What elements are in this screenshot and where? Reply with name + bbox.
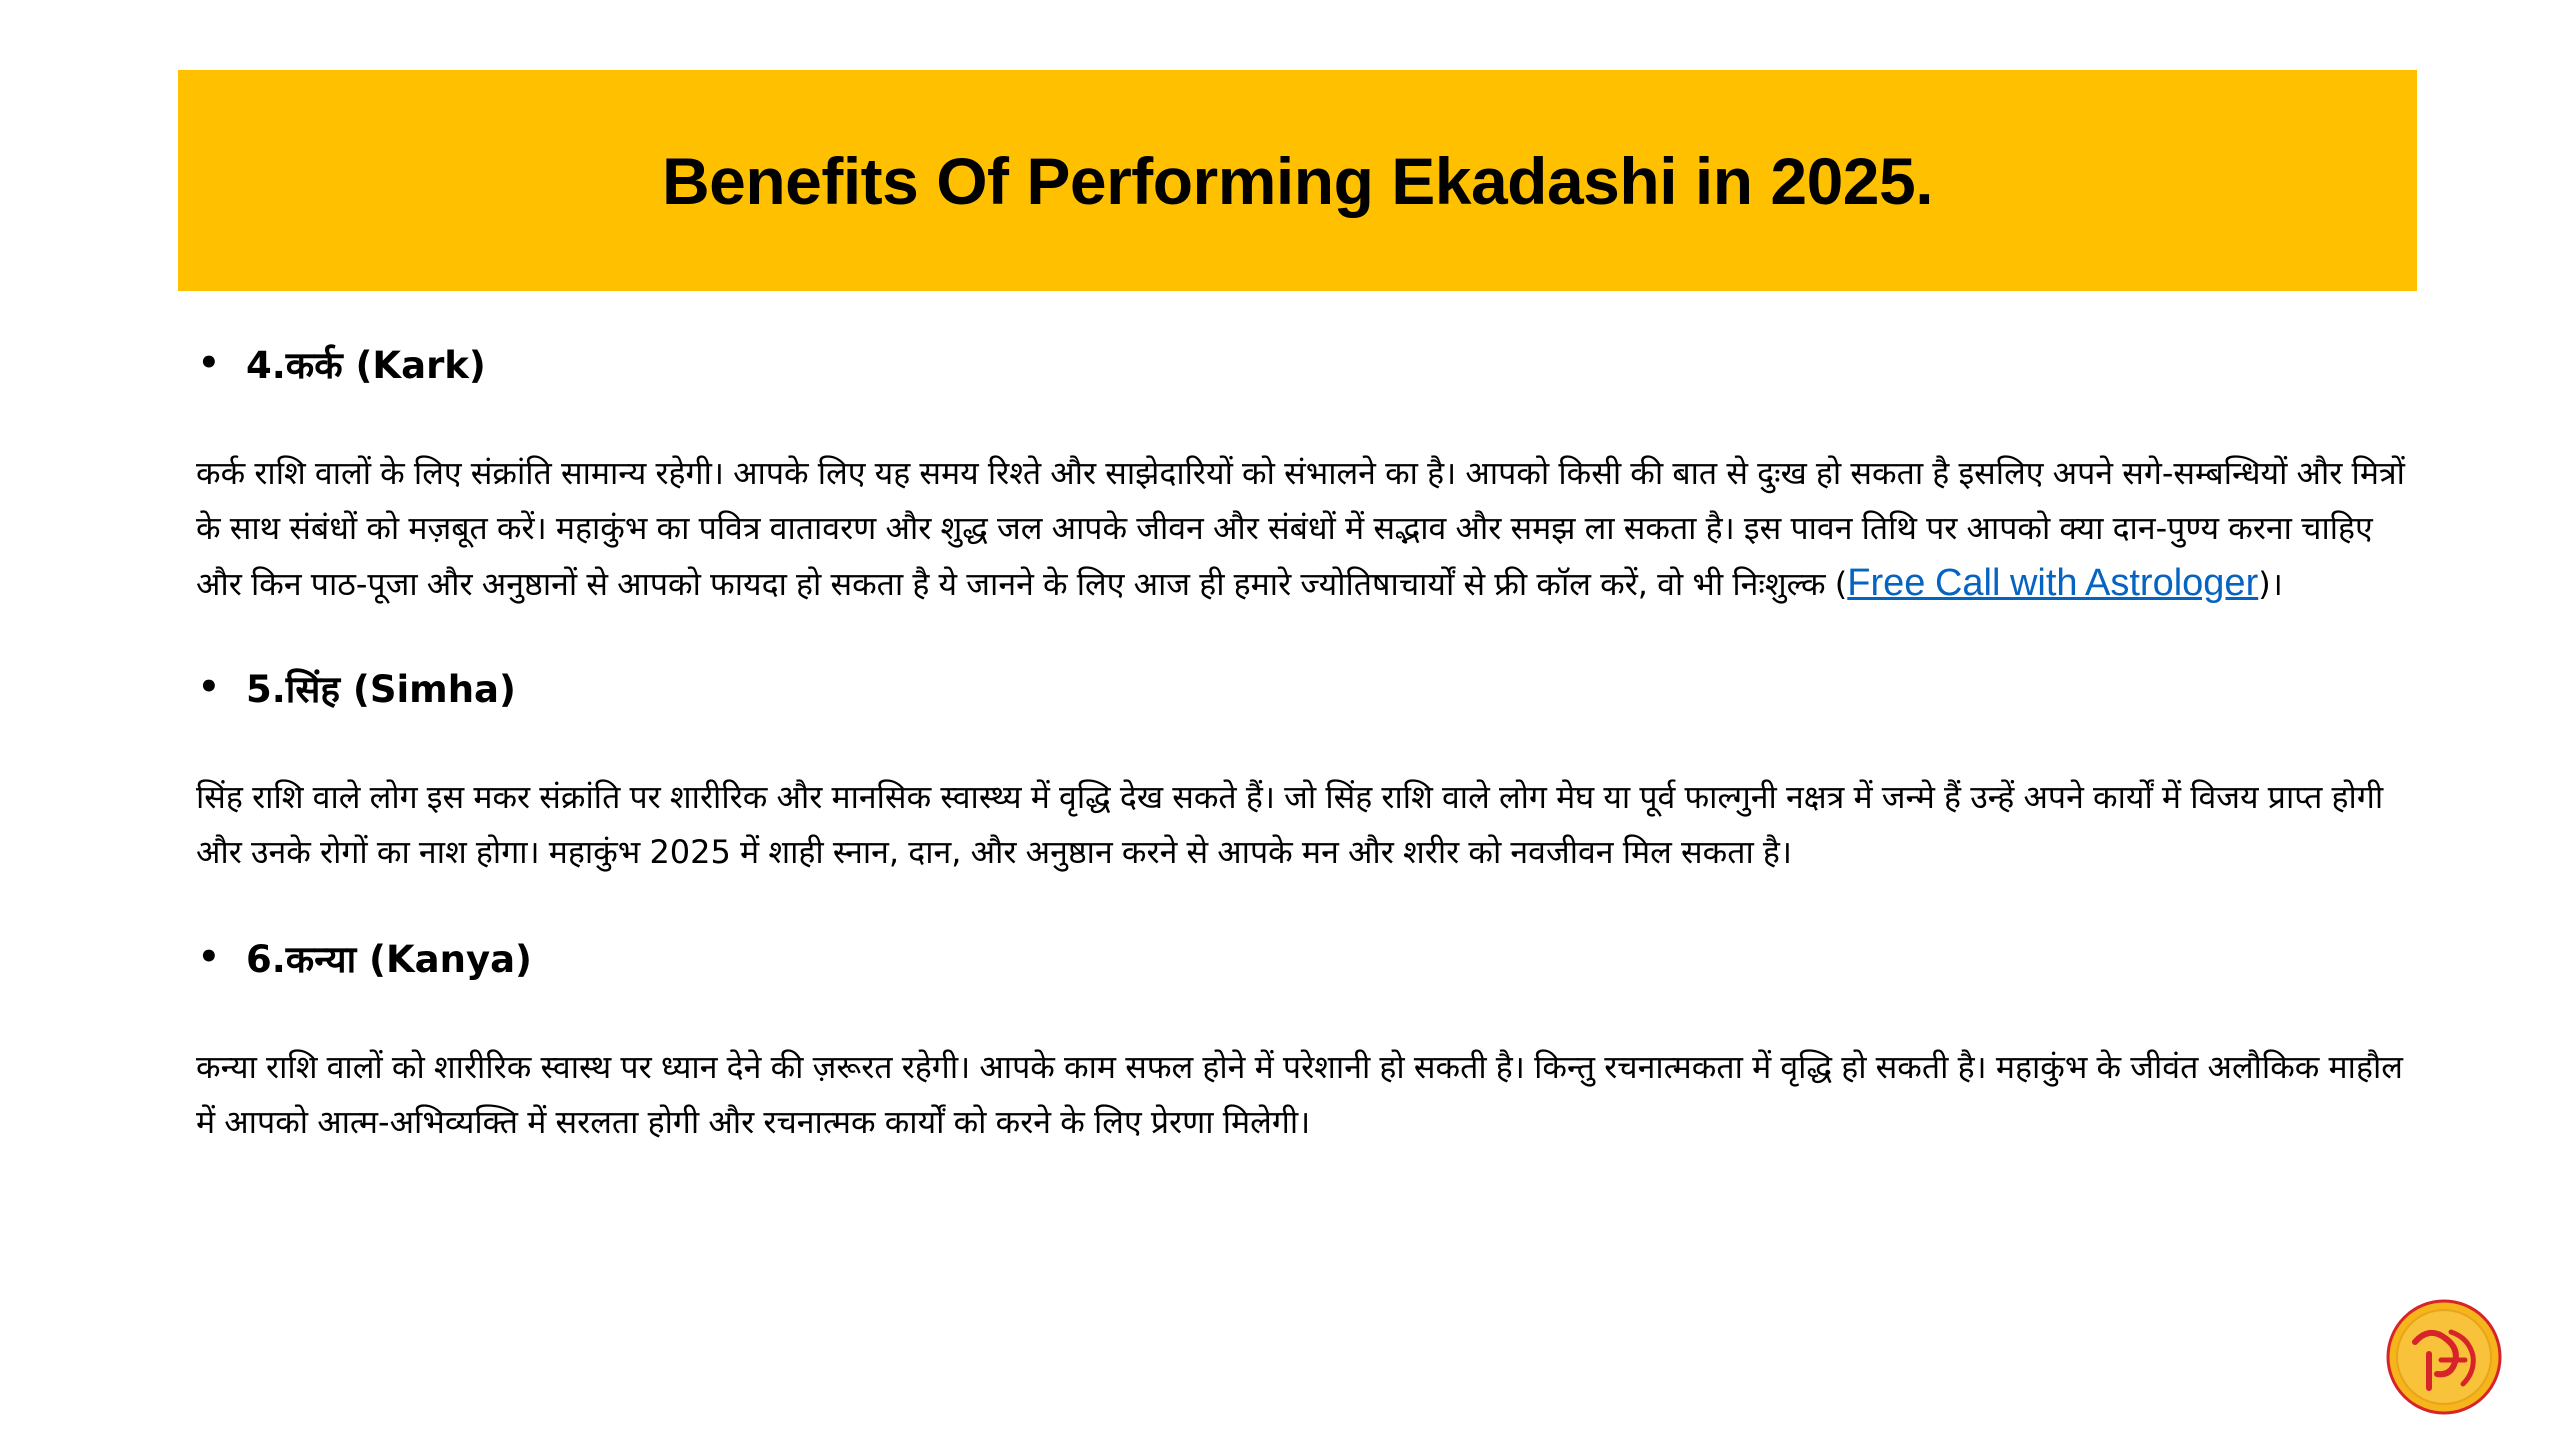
section-heading-text: 5.सिंह (Simha) [246, 667, 516, 711]
bullet-icon: • [198, 667, 220, 707]
paragraph-text-end: )। [2258, 565, 2283, 603]
section-heading-kark [196, 328, 2410, 398]
section-heading-text: 6.कन्या (Kanya) [246, 937, 532, 981]
bullet-icon: • [198, 937, 220, 977]
page-title: Benefits Of Performing Ekadashi in 2025. [661, 143, 1934, 218]
content-body [196, 328, 2410, 1150]
brand-logo-svg [2385, 1298, 2503, 1416]
section-paragraph-simha: सिंह राशि वाले लोग इस मकर संक्रांति पर शारीरिक और मानसिक स्वास्थ्य में वृद्धि देख सकते हैं। जो सिंह राशि वाले लोग मेघ या पूर्व फाल्गुनी नक्षत्र में जन्मे हैं उन्हें अपने कार्यों में विजय प्राप्त होगी और उनके रोगों का नाश होगा। महाकुंभ 2025 में शाही स्नान, दान, और अनुष्ठान करने से आपके मन और शरीर को नवजीवन मिल सकता है। [196, 778, 2384, 871]
title-banner [178, 70, 2417, 291]
section-heading-kanya [196, 922, 2410, 992]
brand-logo-icon [2385, 1298, 2503, 1416]
section-paragraph-kark [196, 446, 2410, 612]
bullet-icon: • [198, 343, 220, 383]
section-paragraph-kanya: कन्या राशि वालों को शारीरिक स्वास्थ पर ध्यान देने की ज़रूरत रहेगी। आपके काम सफल होने में परेशानी हो सकती है। किन्तु रचनात्मकता में वृद्धि हो सकती है। महाकुंभ के जीवंत अलौकिक माहौल में आपको आत्म-अभिव्यक्ति में सरलता होगी और रचनात्मक कार्यों को करने के लिए प्रेरणा मिलेगी। [196, 1048, 2403, 1141]
paragraph-text: कर्क राशि वालों के लिए संक्रांति सामान्य रहेगी। आपके लिए यह समय रिश्ते और साझेदारियों को संभालने का है। आपको किसी की बात से दुःख हो सकता है इसलिए अपने सगे-सम्बन्धियों और मित्रों के साथ संबंधों को मज़बूत करें। महाकुंभ का पवित्र वातावरण और शुद्ध जल आपके जीवन और संबंधों में सद्भाव और समझ ला सकता है। इस पावन तिथि पर आपको क्या दान-पुण्य करना चाहिए और किन पाठ-पूजा और अनुष्ठानों से आपको फायदा हो सकता है ये जानने के लिए आज ही हमारे ज्योतिषाचार्यों से फ्री कॉल करें, वो भी निःशुल्क ( [196, 454, 2405, 603]
section-heading-text: 4.कर्क (Kark) [246, 343, 486, 387]
free-call-astrologer-link[interactable]: Free Call with Astrologer [1847, 562, 2259, 604]
section-heading-simha [196, 652, 2410, 722]
